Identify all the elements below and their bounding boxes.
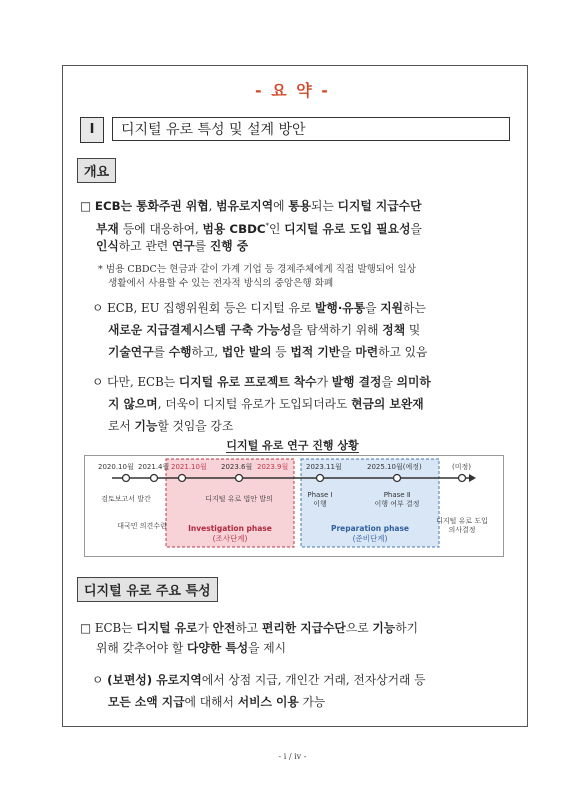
event-phase1: Phase Ⅰ: [307, 491, 333, 499]
date-2023-11: 2023.11월: [306, 463, 342, 471]
page-number: - i / iv -: [278, 752, 307, 761]
event-public-consultation: 대국민 의견수렴: [117, 522, 167, 530]
overview-heading: 개요: [77, 158, 116, 183]
event-phase1-exec: 이행: [313, 500, 327, 508]
timeline-node-3: [179, 475, 186, 482]
date-2023-09: 2023.9월: [257, 463, 289, 471]
bullet2-line3: 로서 기능할 것임을 강조: [108, 419, 234, 433]
preparation-phase-label: Preparation phase: [330, 524, 410, 533]
bullet2-line2: 지 않으며, 더욱이 디지털 유로가 도입되더라도 현금의 보완재: [108, 397, 424, 411]
features-bullet-line2: 모든 소액 지급에 대해서 서비스 이용 가능: [108, 695, 326, 709]
bullet1-line3: 기술연구를 수행하고, 법안 발의 등 법적 기반을 마련하고 있음: [108, 345, 428, 359]
features-p1-line1: □ ECB는 디지털 유로가 안전하고 편리한 지급수단으로 기능하기: [80, 621, 418, 635]
footnote-line1: * 범용 CBDC는 현금과 같이 가계 기업 등 경제주체에게 직접 발행되어 일상: [98, 264, 416, 275]
date-2020-10: 2020.10월: [98, 463, 134, 471]
event-phase2-decision: 이행 여부 결정: [374, 500, 420, 508]
timeline-diagram: [84, 455, 504, 557]
event-decision: 의사결정: [448, 526, 476, 534]
section-number: I: [80, 117, 104, 143]
timeline-arrow: [469, 474, 476, 482]
timeline-node-1: [123, 475, 130, 482]
bullet1-line2: 새로운 지급결제시스템 구축 가능성을 탐색하기 위해 정책 및: [108, 323, 421, 337]
features-bullet-line1: ㅇ (보편성) 유로지역에서 상점 지급, 개인간 거래, 전자상거래 등: [92, 673, 426, 687]
timeline-node-6: [394, 475, 401, 482]
date-2025-10: 2025.10월(예정): [367, 463, 422, 471]
features-heading: 디지털 유로 주요 특성: [77, 577, 218, 602]
event-adoption: 디지털 유로 도입: [436, 517, 488, 525]
event-phase2: Phase Ⅱ: [383, 491, 411, 499]
bullet2-line1: ㅇ 다만, ECB는 디지털 유로 프로젝트 착수가 발행 결정을 의미하: [92, 375, 431, 389]
date-undecided: (미정): [452, 463, 471, 471]
summary-title: - 요 약 -: [255, 81, 330, 100]
event-bill-proposal: 디지털 유로 법안 발의: [205, 495, 273, 503]
date-2021-10: 2021.10월: [171, 463, 207, 471]
timeline-node-7: [459, 475, 466, 482]
timeline-node-5: [317, 475, 324, 482]
date-2021-04: 2021.4월: [138, 463, 170, 471]
bullet1-line1: ㅇ ECB, EU 집행위원회 등은 디지털 유로 발행·유통을 지원하는: [92, 301, 426, 315]
event-review-report: 검토보고서 발간: [101, 495, 151, 503]
timeline-title: 디지털 유로 연구 진행 상황: [226, 439, 359, 452]
date-2023-06: 2023.6월: [221, 463, 253, 471]
investigation-phase-label: Investigation phase: [188, 524, 272, 533]
footnote-line2: 생활에서 사용할 수 있는 전자적 방식의 중앙은행 화폐: [108, 278, 334, 289]
overview-p1-line1: □ ECB는 통화주권 위협, 범유로지역에 통용되는 디지털 지급수단: [80, 199, 422, 213]
preparation-phase-kr: (준비단계): [352, 534, 388, 543]
timeline-node-4: [236, 475, 243, 482]
features-p1-line2: 위해 갖추어야 할 다양한 특성을 제시: [96, 641, 287, 655]
overview-p1-line2: 부재 등에 대응하여, 범용 CBDC*인 디지털 유로 도입 필요성을: [96, 221, 422, 236]
overview-p1-line3: 인식하고 관련 연구를 진행 중: [96, 239, 249, 253]
section-title: 디지털 유로 특성 및 설계 방안: [112, 117, 510, 141]
timeline-node-2: [151, 475, 158, 482]
investigation-phase-kr: (조사단계): [212, 534, 248, 543]
